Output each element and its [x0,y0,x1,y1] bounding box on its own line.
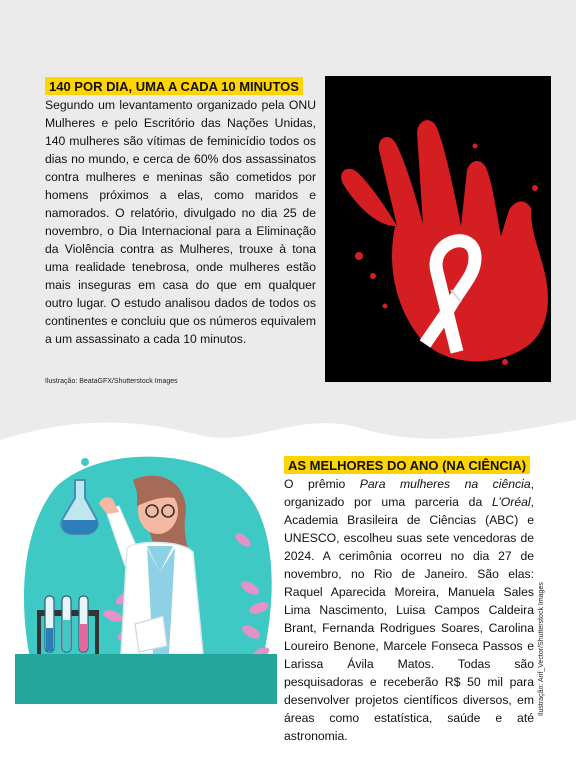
red-hand-icon [325,76,551,382]
article-title-science: AS MELHORES DO ANO (NA CIÊNCIA) [284,456,530,474]
body-text-mid: , organizado por uma parceria da [284,477,534,509]
image-credit-hand: Ilustração: BeataGFX/Shutterstock Images [45,378,178,385]
award-name: Para mulheres na ciência [359,477,531,491]
image-credit-scientist: Ilustração: Arif_Vector/Shutterstock Images [538,582,545,716]
brand-name: L’Oréal [491,495,531,509]
article-body-science [284,475,534,745]
article-body-feminicide: Segundo um levantamento organizado pela ONU Mulheres e pelo Escritório das Nações Unidas, 140 mulheres são vítimas de feminicídio todos os dias no mundo, e cerca de 60% dos assassinatos contra mulheres e meninas são cometidos por homens próximos a elas, como maridos e namorados. O relatório, divulgado no dia 25 de novembro, o Dia Internacional para a Eliminação da Violência contra as Mulheres, trouxe à tona uma realidade tenebrosa, onde mulheres estão mais inseguras em casa do que em qualquer outro lugar. O estudo analisou dados de todos os continentes e concluiu que os números equivalem a um assassinato a cada 10 minutos. [45,98,316,346]
scientist-illustration [15,448,277,710]
body-text-rest: , Academia Brasileira de Ciências (ABC) e UNESCO, escolheu suas sete vencedoras de 2024. A cerimônia ocorreu no dia 27 de novembro, no Rio de Janeiro. São elas: Raquel Aparecida Moreira, Manuela Sales Lima Nascimento, Luisa Campos Caldeira Brant, Fernanda Rodrigues Soares, Carolina Loureiro Benone, Marcele Fonseca Passos e Larissa Ávila Matos. Todas são pesquisadoras e receberão R$ 50 mil para desenvolver projetos científicos diversos, em áreas como estatística, saúde e até astronomia. [284,495,534,743]
body-text-intro: O prêmio [284,477,360,491]
lab-bench [15,654,277,704]
article-title-feminicide: 140 POR DIA, UMA A CADA 10 MINUTOS [45,77,303,95]
red-hand-ribbon-illustration [325,76,551,382]
